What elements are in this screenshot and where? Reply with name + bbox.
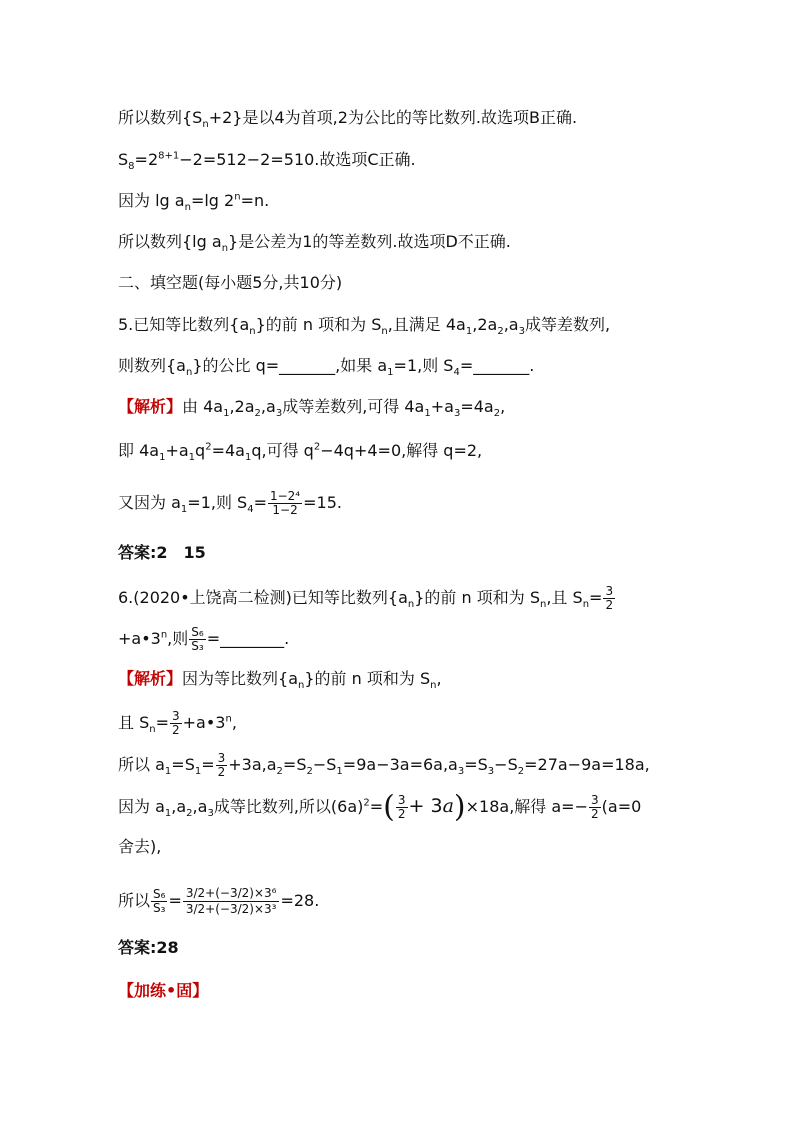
text-line-1: 所以数列$\{S_n+2\}$是以4为首项,2为公比的等比数列.故选项B正确. xyxy=(118,108,578,131)
answer-6: 答案:28 xyxy=(118,938,179,957)
solution-5-line-2: 即 $4a_1+a_1q^2=4a_1q$,可得 $q^2-4q+4=0$,解得 q=2, xyxy=(118,441,483,464)
question-6-line-1: 6.(2020•上饶高二检测)已知等比数列$\{a_n\}$的前 n 项和为 $S_n$,且 $S_n=$ $\frac{3}{2}$ xyxy=(118,584,614,612)
fraction: $\frac{3}{2}$ xyxy=(397,793,406,821)
question-5-line-1: 5.已知等比数列$\{a_n\}$的前 n 项和为 $S_n$,且满足 $4a_1,2a_2,a_3$成等差数列, xyxy=(118,315,611,338)
fraction: $\frac{\text{S₆}}{\text{S₃}}$ xyxy=(191,625,204,653)
fraction: $\frac{\text{S₆}}{\text{S₃}}$ xyxy=(153,887,166,915)
solution-6-line-2: 且 $S_n=$ $\frac{3}{2}$ $+a•3^n$, xyxy=(118,709,237,737)
text-line-4: 所以数列{lg $a_n$}是公差为1的等差数列.故选项D不正确. xyxy=(118,232,511,255)
question-6-line-2: $+a•3^n$,则 $\frac{\text{S₆}}{\text{S₃}}$ =________. xyxy=(118,625,290,653)
section-heading: 二、填空题(每小题5分,共10分) xyxy=(118,273,343,292)
practice-heading: 【加练•固】 xyxy=(118,981,209,1000)
solution-5-line-3: 又因为 $a_1=1$,则 $S_4=$ $\frac{\text{1−2⁴}}{1-2}$ =15. xyxy=(118,489,342,517)
fraction: $\frac{3}{2}$ xyxy=(172,709,180,737)
text-line-2: $S_8=2^{8+1}-2=512-2=510$.故选项C正确. xyxy=(118,150,416,173)
fraction: $\frac{3}{2}$ xyxy=(605,584,614,612)
solution-6-line-6: 所以 $\frac{\text{S₆}}{\text{S₃}}$ = $\frac{\text{3/2+(−3/2)×3⁶}}{\text{3/2+(−3/2)×3³}}$ =28. xyxy=(118,886,320,916)
solution-6-line-1: 【解析】因为等比数列$\{a_n\}$的前 n 项和为 $S_n$, xyxy=(118,669,442,692)
fraction: $\frac{3}{2}$ xyxy=(217,751,226,779)
text-line-3: 因为 $\lg a_n=\lg$ $2^n=n$. xyxy=(118,191,270,214)
question-5-line-2: 则数列$\{a_n\}$的公比 q=_______,如果 $a_1=1$,则 $S_4=\_\_\_\_\_\_\_$. xyxy=(118,356,535,379)
analysis-tag: 【解析】 xyxy=(118,397,183,416)
analysis-tag: 【解析】 xyxy=(118,669,183,688)
answer-5: 答案:2 15 xyxy=(118,543,206,562)
fraction: $\frac{3}{2}$ xyxy=(591,793,599,821)
solution-6-line-4: 因为 $a_1,a_2,a_3$成等比数列,所以$(6a)^2=$( $\frac{3}{2}$ + 3a)×18a,解得 a=− $\frac{3}{2}$ (a=0 xyxy=(118,789,642,825)
fraction: $\frac{\text{3/2+(−3/2)×3⁶}}{\text{3/2+(−3/2)×3³}}$ xyxy=(183,886,280,917)
fraction: $\frac{\text{1−2⁴}}{1-2}$ xyxy=(269,489,301,517)
solution-6-line-3: 所以 $a_1=S_1=$ $\frac{3}{2}$ $+3a,a_2=S_2-S_1=9a-3a=6a,a_3=S_3-S_2=27a-9a=18a$, xyxy=(118,751,650,779)
solution-6-line-5: 舍去), xyxy=(118,837,162,856)
solution-5-line-1: 【解析】由 $4a_1,2a_2,a_3$成等差数列,可得 $4a_1+a_3=4a_2$, xyxy=(118,397,506,420)
